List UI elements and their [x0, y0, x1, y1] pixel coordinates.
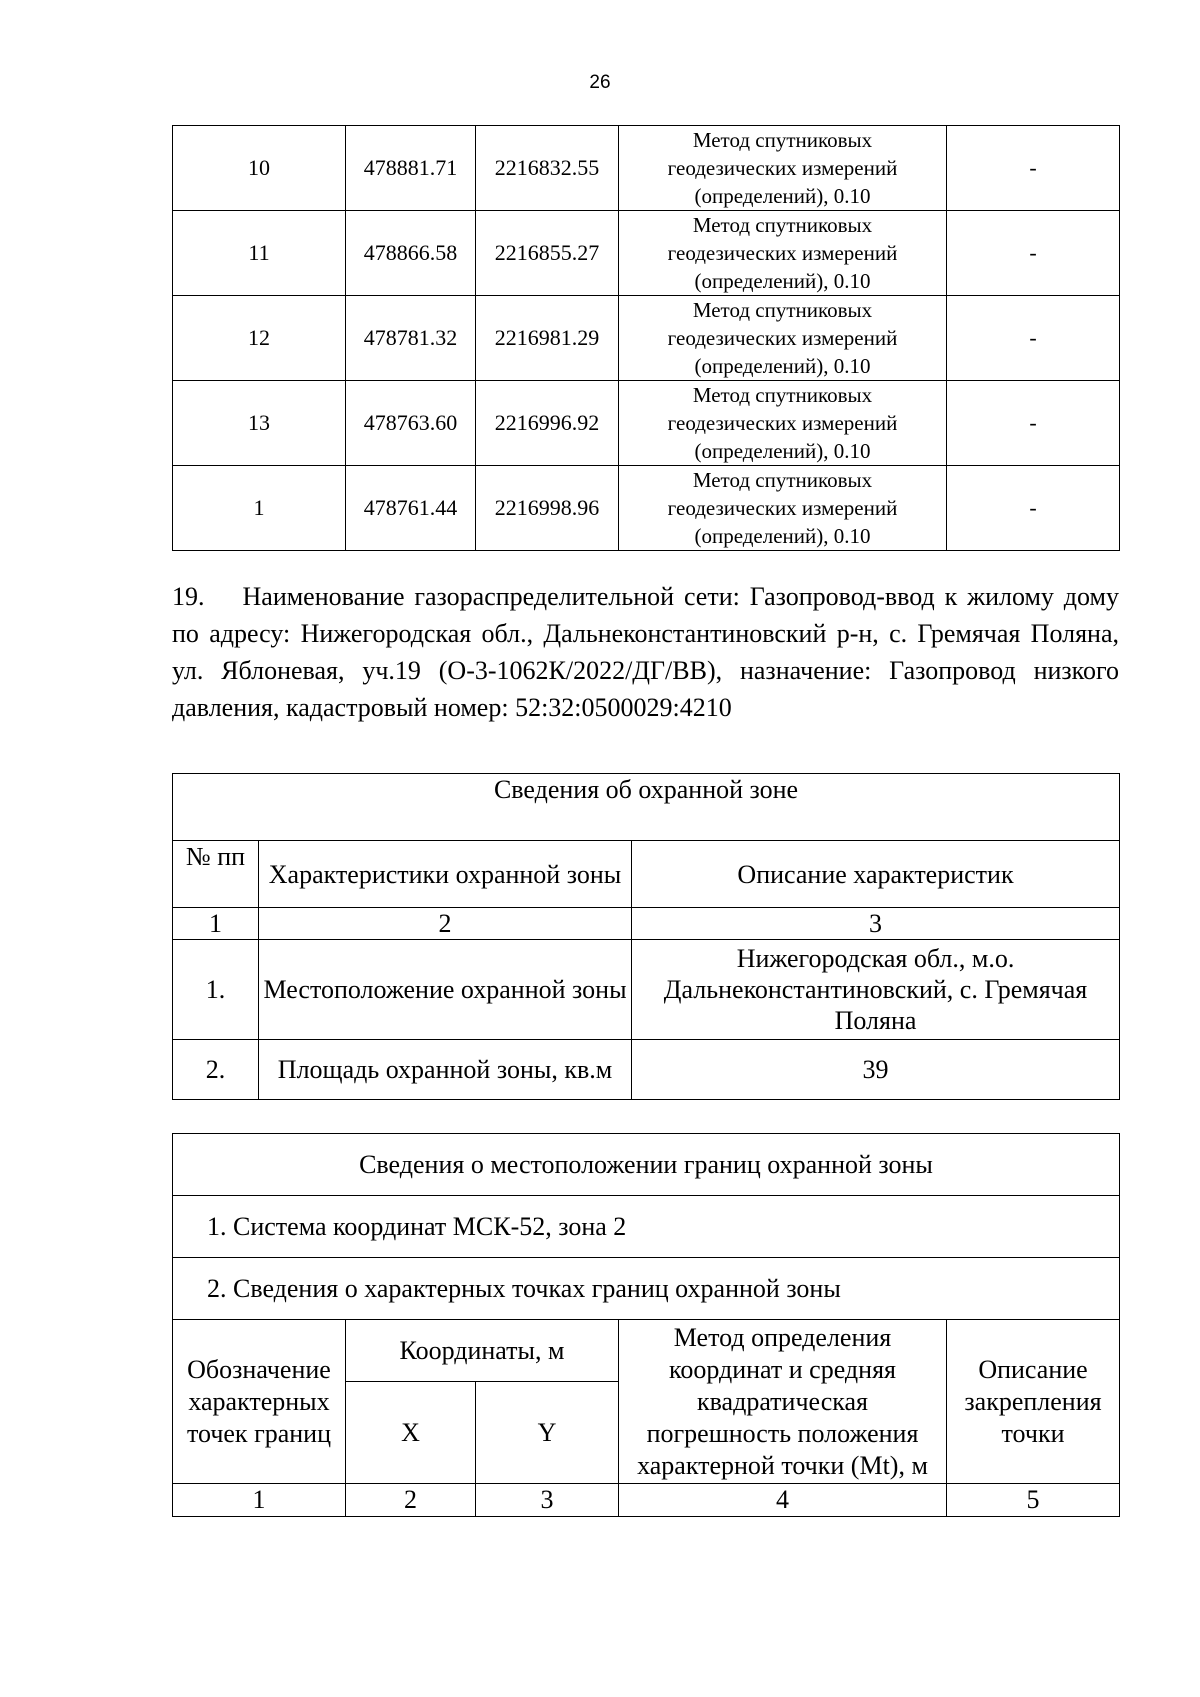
table-row: [173, 381, 1120, 466]
row-number: 1.: [173, 940, 259, 1040]
protection-zone-table: [172, 773, 1120, 1100]
section-paragraph: [172, 578, 1119, 726]
col-number-3: 3: [476, 1484, 619, 1517]
method-line: (определений), 0.10: [694, 269, 871, 293]
col-number-4: 4: [619, 1484, 947, 1517]
header-coordinates: Координаты, м: [346, 1320, 619, 1382]
point-id: 1: [173, 466, 346, 551]
points-info-heading: 2. Сведения о характерных точках границ охранной зоны: [173, 1258, 1120, 1320]
page-number: 26: [589, 72, 611, 93]
method-line: Метод спутниковых: [692, 383, 873, 407]
table-row: [173, 211, 1120, 296]
col-number-2: 2: [259, 908, 632, 940]
row-characteristic: Площадь охранной зоны, кв.м: [259, 1040, 632, 1100]
fixing-description: -: [947, 381, 1120, 466]
header-characteristics: Характеристики охранной зоны: [259, 841, 632, 908]
table-row: [173, 296, 1120, 381]
method-line: геодезических измерений: [667, 326, 898, 350]
table-row: [173, 466, 1120, 551]
method: [619, 296, 947, 381]
method-line: геодезических измерений: [667, 411, 898, 435]
header-description: Описание характеристик: [632, 841, 1120, 908]
col-number-2: 2: [346, 1484, 476, 1517]
fixing-description: -: [947, 466, 1120, 551]
row-number: 2.: [173, 1040, 259, 1100]
header-point-designation: Обозначение характерных точек границ: [173, 1320, 346, 1484]
method-line: (определений), 0.10: [694, 524, 871, 548]
method-line: (определений), 0.10: [694, 354, 871, 378]
coord-y: 2216855.27: [476, 211, 619, 296]
point-id: 13: [173, 381, 346, 466]
method-line: (определений), 0.10: [694, 439, 871, 463]
col-number-1: 1: [173, 1484, 346, 1517]
header-y: Y: [476, 1382, 619, 1484]
table-row: [173, 126, 1120, 211]
coordinates-table: [172, 125, 1120, 551]
header-x: X: [346, 1382, 476, 1484]
section-number: 19.: [172, 582, 205, 611]
method: [619, 381, 947, 466]
fixing-description: -: [947, 126, 1120, 211]
method: [619, 126, 947, 211]
zone-table-title: Сведения об охранной зоне: [173, 774, 1120, 841]
point-id: 11: [173, 211, 346, 296]
method-line: Метод спутниковых: [692, 298, 873, 322]
coord-x: 478761.44: [346, 466, 476, 551]
point-id: 12: [173, 296, 346, 381]
coordinate-system: 1. Система координат МСК-52, зона 2: [173, 1196, 1120, 1258]
coord-y: 2216996.92: [476, 381, 619, 466]
section-text: Наименование газораспределительной сети: Газопровод-ввод к жилому дому по адресу: Нижегородская обл., Дальнеконстантиновский р-н, с. Гремячая Поляна, ул. Яблоневая, уч.19 (О-3-1062К/2022/ДГ/ВВ), назначение: Газопровод низкого давления, кадастровый номер: 52:32:0500029:4210: [172, 582, 1119, 722]
row-value: 39: [632, 1040, 1120, 1100]
coord-y: 2216981.29: [476, 296, 619, 381]
method-line: геодезических измерений: [667, 241, 898, 265]
method-line: геодезических измерений: [667, 496, 898, 520]
col-number-5: 5: [947, 1484, 1120, 1517]
method-line: Метод спутниковых: [692, 468, 873, 492]
row-characteristic: Местоположение охранной зоны: [259, 940, 632, 1040]
fixing-description: -: [947, 296, 1120, 381]
header-method: Метод определения координат и средняя квадратическая погрешность положения характерной точки (Mt), м: [619, 1320, 947, 1484]
method-line: (определений), 0.10: [694, 184, 871, 208]
col-number-1: 1: [173, 908, 259, 940]
coord-y: 2216998.96: [476, 466, 619, 551]
boundary-points-table: [172, 1133, 1120, 1517]
fixing-description: -: [947, 211, 1120, 296]
coord-x: 478781.32: [346, 296, 476, 381]
header-fixing-description: Описание закрепления точки: [947, 1320, 1120, 1484]
coord-x: 478763.60: [346, 381, 476, 466]
coord-x: 478866.58: [346, 211, 476, 296]
method-line: Метод спутниковых: [692, 213, 873, 237]
method-line: Метод спутниковых: [692, 128, 873, 152]
header-number: № пп: [173, 841, 259, 908]
point-id: 10: [173, 126, 346, 211]
bounds-table-title: Сведения о местоположении границ охранной зоны: [173, 1134, 1120, 1196]
col-number-3: 3: [632, 908, 1120, 940]
coord-y: 2216832.55: [476, 126, 619, 211]
method-line: геодезических измерений: [667, 156, 898, 180]
method: [619, 211, 947, 296]
method: [619, 466, 947, 551]
coord-x: 478881.71: [346, 126, 476, 211]
row-value: Нижегородская обл., м.о. Дальнеконстантиновский, с. Гремячая Поляна: [632, 940, 1120, 1040]
